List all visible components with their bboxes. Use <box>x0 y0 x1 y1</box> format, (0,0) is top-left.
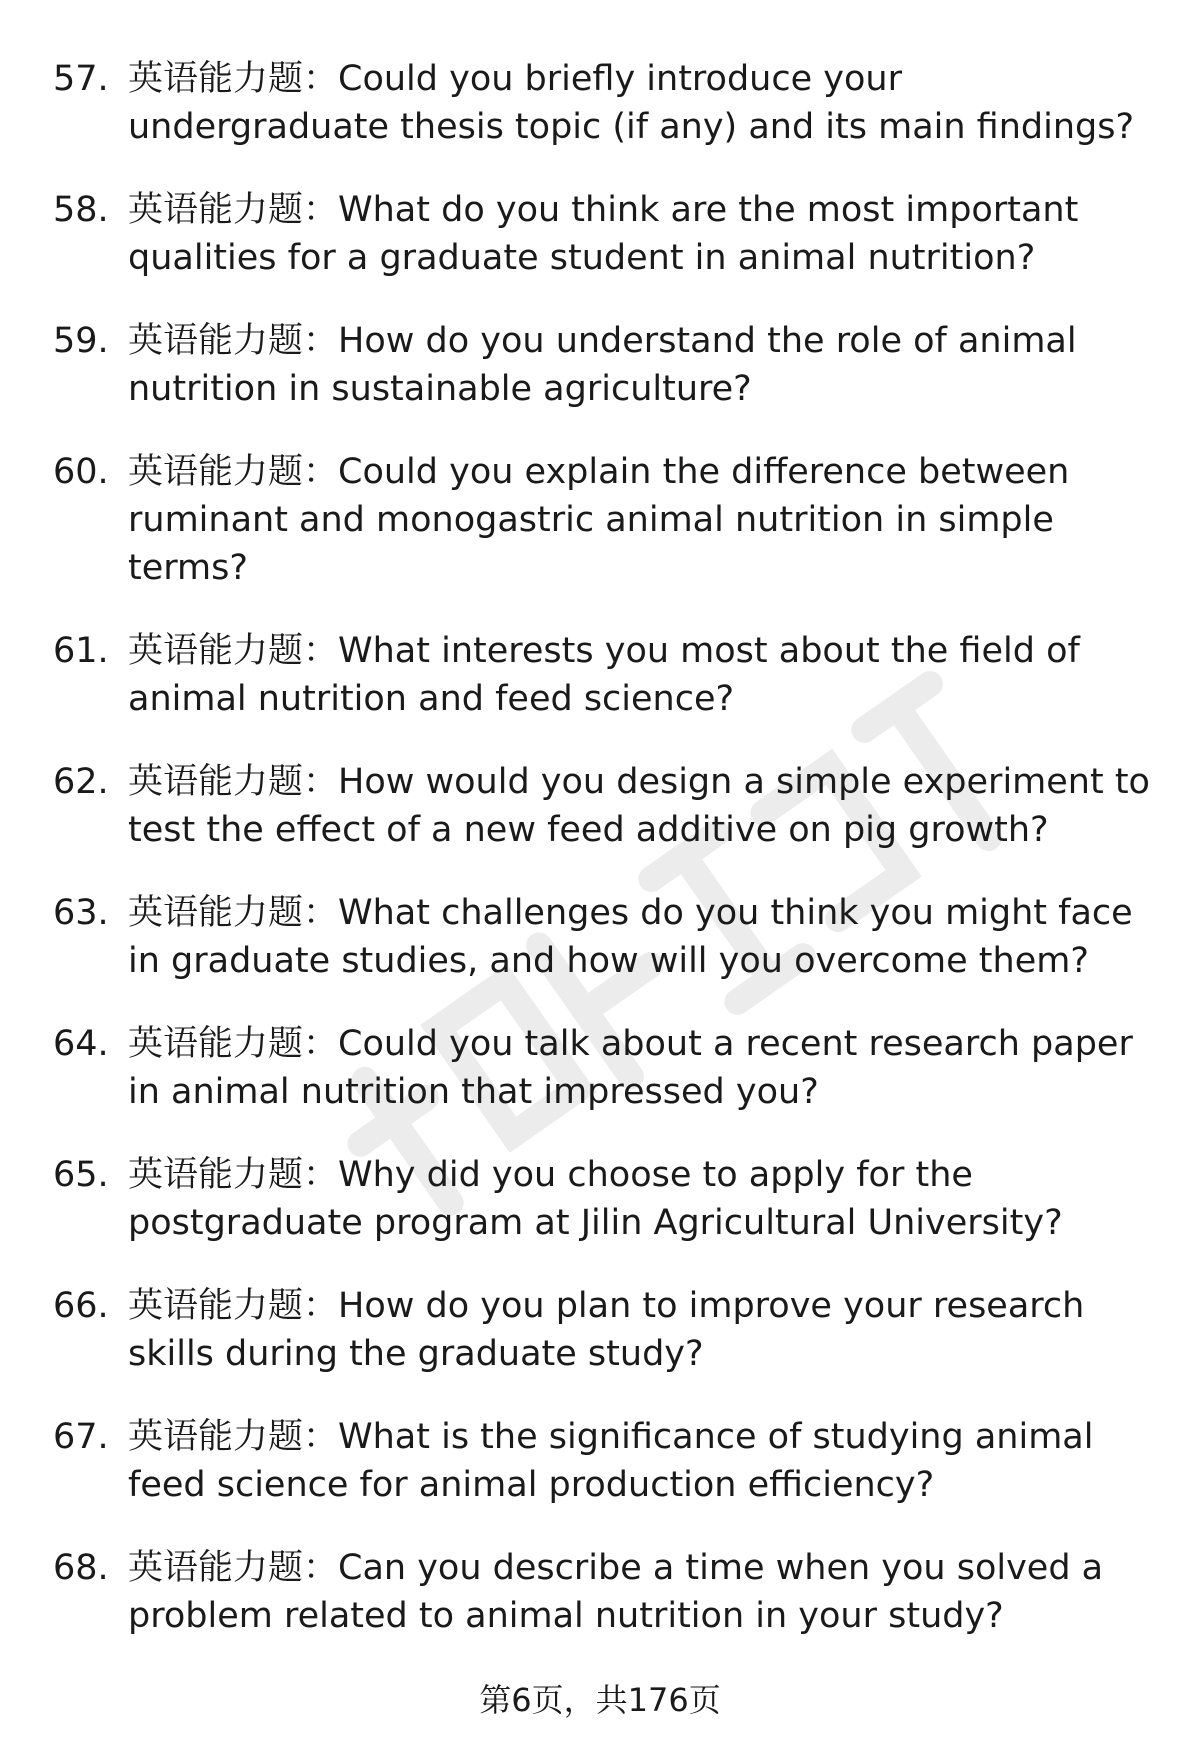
question-category: 英语能力题： <box>128 1286 339 1326</box>
question-number: 68. <box>53 1548 109 1588</box>
question-category: 英语能力题： <box>128 59 339 99</box>
question-text: How do you plan to improve your research skills during the graduate study? <box>128 1286 1085 1374</box>
question-number: 63. <box>53 893 109 933</box>
question-list <box>0 55 1200 1675</box>
question-text: How would you design a simple experiment to test the effect of a new feed additive on pig growth? <box>128 762 1150 850</box>
question-item <box>0 1282 1200 1378</box>
question-category: 英语能力题： <box>128 631 339 671</box>
question-item <box>0 758 1200 854</box>
question-number: 66. <box>53 1286 109 1326</box>
question-category: 英语能力题： <box>128 762 339 802</box>
question-text: What interests you most about the field of animal nutrition and feed science? <box>128 631 1080 719</box>
question-item <box>0 1413 1200 1509</box>
question-text: Could you explain the difference between ruminant and monogastric animal nutrition in simple terms? <box>128 452 1070 588</box>
question-number: 60. <box>53 452 109 492</box>
question-item <box>0 1151 1200 1247</box>
question-text: Could you talk about a recent research paper in animal nutrition that impressed you? <box>128 1024 1133 1112</box>
question-text: Why did you choose to apply for the postgraduate program at Jilin Agricultural University? <box>128 1155 1063 1243</box>
question-category: 英语能力题： <box>128 1155 339 1195</box>
question-number: 67. <box>53 1417 109 1457</box>
question-text: How do you understand the role of animal nutrition in sustainable agriculture? <box>128 321 1077 409</box>
question-text: Can you describe a time when you solved a problem related to animal nutrition in your study? <box>128 1548 1104 1636</box>
question-item <box>0 55 1200 151</box>
question-item <box>0 317 1200 413</box>
question-item <box>0 1544 1200 1640</box>
question-number: 65. <box>53 1155 109 1195</box>
question-number: 61. <box>53 631 109 671</box>
question-number: 57. <box>53 59 109 99</box>
question-category: 英语能力题： <box>128 1417 339 1457</box>
question-number: 64. <box>53 1024 109 1064</box>
question-item <box>0 889 1200 985</box>
question-text: What is the significance of studying animal feed science for animal production efficiency? <box>128 1417 1094 1505</box>
question-category: 英语能力题： <box>128 893 339 933</box>
page-footer: 第6页，共176页 <box>479 1681 721 1719</box>
question-text: What challenges do you think you might face in graduate studies, and how will you overcome them? <box>128 893 1133 981</box>
question-item <box>0 448 1200 592</box>
question-number: 58. <box>53 190 109 230</box>
question-category: 英语能力题： <box>128 1548 339 1588</box>
question-item <box>0 1020 1200 1116</box>
question-text: What do you think are the most important qualities for a graduate student in animal nutrition? <box>128 190 1079 278</box>
question-item <box>0 186 1200 282</box>
question-category: 英语能力题： <box>128 321 339 361</box>
question-text: Could you briefly introduce your undergraduate thesis topic (if any) and its main findings? <box>128 59 1135 147</box>
question-category: 英语能力题： <box>128 452 339 492</box>
question-category: 英语能力题： <box>128 190 339 230</box>
question-number: 62. <box>53 762 109 802</box>
question-category: 英语能力题： <box>128 1024 339 1064</box>
question-number: 59. <box>53 321 109 361</box>
question-item <box>0 627 1200 723</box>
